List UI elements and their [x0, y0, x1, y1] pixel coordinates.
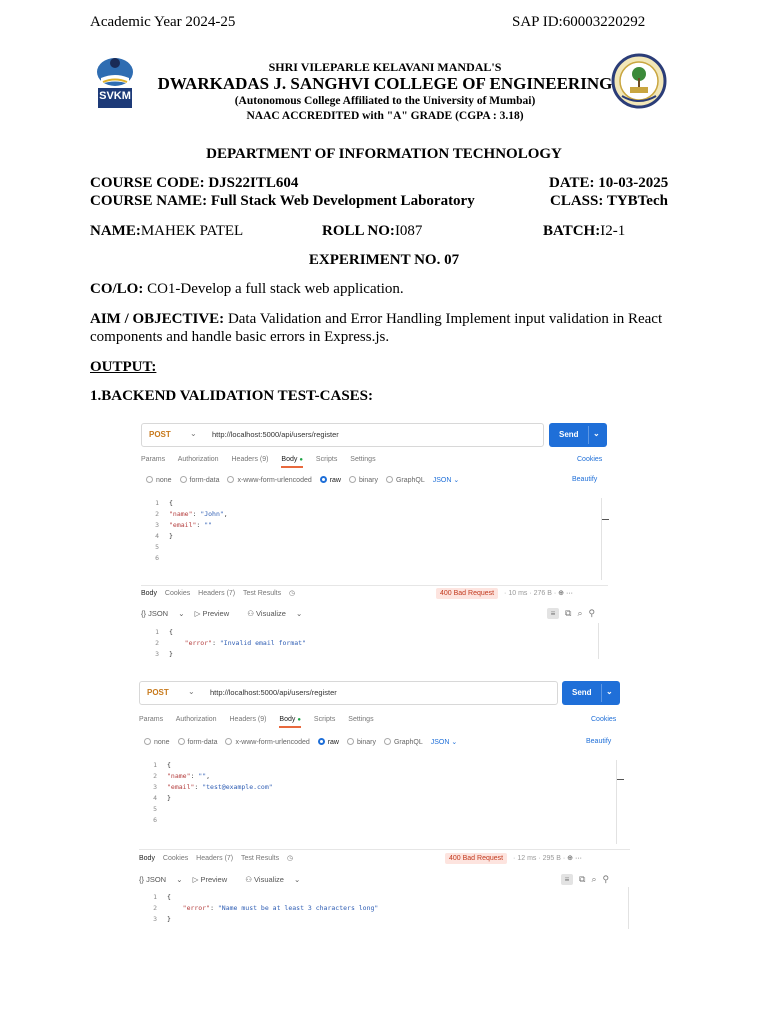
radio-binary[interactable]: binary — [349, 477, 378, 484]
aim-label: AIM / OBJECTIVE: — [90, 311, 225, 327]
institution-affiliation: (Autonomous College Affiliated to the University of Mumbai) — [234, 95, 536, 107]
co-lo — [90, 280, 404, 298]
url-input[interactable]: http://localhost:5000/api/users/register — [212, 430, 339, 439]
body-mode-radios — [146, 476, 465, 484]
radio-none[interactable]: none — [146, 477, 172, 484]
response-actions — [555, 874, 609, 885]
search-icon[interactable]: ⌕ — [577, 608, 583, 618]
colo-label: CO/LO: — [90, 281, 144, 297]
course-code: COURSE CODE: DJS22ITL604 — [90, 175, 299, 191]
response-status: 400 Bad Request · 10 ms · 276 B · ⊕ ··· — [436, 589, 573, 597]
tab-response-headers[interactable]: Headers (7) — [198, 590, 236, 597]
radio-raw[interactable]: raw — [318, 739, 339, 746]
history-icon[interactable]: ◷ — [289, 590, 296, 597]
send-label: Send — [559, 430, 579, 439]
status-badge: 400 Bad Request — [445, 853, 507, 864]
more-icon[interactable]: ··· — [575, 855, 582, 862]
method-select[interactable]: POST — [149, 430, 171, 439]
request-body-editor[interactable]: 1 { 2 "name": "John", 3 "email": "" 4 } 5 6 — [155, 499, 228, 562]
chevron-down-icon[interactable]: ⌄ — [190, 429, 197, 438]
copy-icon[interactable]: ⧉ — [565, 608, 572, 618]
response-tabs — [141, 589, 301, 597]
tab-settings[interactable]: Settings — [350, 456, 376, 463]
colo-text: CO1-Develop a full stack web application. — [143, 281, 404, 297]
tab-scripts[interactable]: Scripts — [313, 716, 336, 723]
wrap-lines-icon[interactable]: ≡ — [547, 608, 559, 619]
wrap-lines-icon[interactable]: ≡ — [561, 874, 573, 885]
editor-scroll-marker — [617, 779, 624, 780]
tab-response-cookies[interactable]: Cookies — [164, 590, 191, 597]
method-select[interactable]: POST — [147, 688, 169, 697]
response-body: 1 { 2 "error": "Invalid email format" 3 } — [155, 628, 306, 658]
link-icon[interactable]: ⚲ — [588, 608, 596, 618]
radio-graphql[interactable]: GraphQL — [384, 739, 423, 746]
preview-button[interactable]: ▷ Preview — [192, 875, 228, 884]
student-name — [90, 222, 243, 240]
visualize-button[interactable]: ⚇ Visualize ⌄ — [245, 875, 301, 884]
search-icon[interactable]: ⌕ — [591, 874, 597, 884]
tab-params[interactable]: Params — [141, 456, 166, 463]
radio-raw[interactable]: raw — [320, 477, 341, 484]
visualize-button[interactable]: ⚇ Visualize ⌄ — [247, 609, 303, 618]
date: DATE: 10-03-2025 — [549, 175, 669, 191]
tab-body-label: Body — [279, 716, 296, 723]
postman-panel-2 — [139, 681, 630, 929]
history-icon[interactable]: ◷ — [287, 855, 294, 862]
cookies-link[interactable]: Cookies — [591, 716, 617, 723]
copy-icon[interactable]: ⧉ — [579, 874, 586, 884]
tab-response-headers[interactable]: Headers (7) — [196, 855, 234, 862]
send-button[interactable] — [549, 423, 607, 447]
globe-icon[interactable]: ⊕ — [558, 590, 565, 597]
link-icon[interactable]: ⚲ — [602, 874, 610, 884]
tab-response-body[interactable]: Body — [139, 855, 155, 862]
class: CLASS: TYBTech — [550, 193, 668, 209]
roll-label: ROLL NO: — [322, 223, 395, 239]
chevron-down-icon[interactable]: ⌄ — [593, 429, 600, 438]
svkm-logo — [92, 54, 138, 110]
experiment-title: EXPERIMENT NO. 07 — [308, 252, 460, 268]
body-format-select[interactable]: JSON ⌄ — [430, 739, 458, 746]
send-button[interactable] — [562, 681, 620, 705]
response-format-bar — [139, 875, 308, 884]
send-label: Send — [572, 688, 592, 697]
tab-headers[interactable]: Headers (9) — [229, 716, 267, 723]
section-heading: 1.BACKEND VALIDATION TEST-CASES: — [90, 388, 374, 404]
response-status: 400 Bad Request · 12 ms · 295 B · ⊕ ··· — [445, 854, 582, 862]
editor-scroll-marker — [602, 519, 609, 520]
postman-panel-1 — [141, 423, 608, 659]
beautify-link[interactable]: Beautify — [572, 476, 598, 483]
chevron-down-icon[interactable]: ⌄ — [606, 687, 613, 696]
status-badge: 400 Bad Request — [436, 588, 498, 599]
batch-label: BATCH: — [543, 223, 601, 239]
response-format-bar — [141, 609, 310, 618]
response-format-select[interactable]: {} JSON ⌄ — [141, 609, 185, 618]
response-time: 12 ms — [517, 855, 537, 862]
dot-icon: ● — [297, 717, 301, 723]
url-input[interactable]: http://localhost:5000/api/users/register — [210, 688, 337, 697]
tab-response-cookies[interactable]: Cookies — [162, 855, 189, 862]
beautify-link[interactable]: Beautify — [586, 738, 612, 745]
globe-icon[interactable]: ⊕ — [567, 855, 574, 862]
roll-number — [322, 222, 422, 240]
tab-response-body[interactable]: Body — [141, 590, 157, 597]
name-value: MAHEK PATEL — [140, 223, 244, 239]
tab-test-results[interactable]: Test Results — [240, 855, 280, 862]
tab-body[interactable] — [279, 716, 301, 728]
response-tabs — [139, 854, 299, 862]
response-size: 276 B — [533, 590, 552, 597]
tab-authorization[interactable]: Authorization — [177, 456, 219, 463]
preview-button[interactable]: ▷ Preview — [194, 609, 230, 618]
batch-value: I2-1 — [600, 223, 626, 239]
tab-test-results[interactable]: Test Results — [242, 590, 282, 597]
radio-urlencoded[interactable]: x-www-form-urlencoded — [227, 477, 311, 484]
response-actions — [541, 608, 595, 619]
dot-icon: ● — [299, 457, 303, 463]
request-tabs — [139, 716, 385, 723]
radio-form-data[interactable]: form-data — [180, 477, 220, 484]
response-size: 295 B — [542, 855, 561, 862]
svkm-logo-text: SVKM — [99, 90, 131, 102]
tab-params[interactable]: Params — [139, 716, 164, 723]
response-body: 1 { 2 "error": "Name must be at least 3 characters long" 3 } — [153, 893, 379, 923]
tab-authorization[interactable]: Authorization — [175, 716, 217, 723]
cookies-link[interactable]: Cookies — [577, 456, 603, 463]
body-mode-radios — [144, 738, 463, 746]
output-heading: OUTPUT: — [90, 359, 157, 375]
sap-id: SAP ID:60003220292 — [512, 14, 646, 30]
response-time: 10 ms — [508, 590, 528, 597]
tab-settings[interactable]: Settings — [348, 716, 374, 723]
response-format-select[interactable]: {} JSON ⌄ — [139, 875, 183, 884]
academic-year: Academic Year 2024-25 — [90, 14, 236, 30]
institution-name: DWARKADAS J. SANGHVI COLLEGE OF ENGINEERING — [157, 74, 613, 93]
url-bar[interactable] — [139, 681, 558, 705]
tab-headers[interactable]: Headers (9) — [231, 456, 269, 463]
radio-binary[interactable]: binary — [347, 739, 376, 746]
batch — [543, 222, 625, 240]
radio-urlencoded[interactable]: x-www-form-urlencoded — [225, 739, 309, 746]
department-title: DEPARTMENT OF INFORMATION TECHNOLOGY — [206, 146, 562, 162]
aim-text-2: components and handle basic errors in Express.js. — [90, 329, 390, 345]
institution-header — [150, 60, 620, 124]
radio-none[interactable]: none — [144, 739, 170, 746]
aim-objective — [90, 310, 690, 346]
tab-body-label: Body — [281, 456, 298, 463]
course-name: COURSE NAME: Full Stack Web Development Laboratory — [90, 193, 475, 209]
body-format-select[interactable]: JSON ⌄ — [432, 477, 460, 484]
chevron-down-icon[interactable]: ⌄ — [188, 687, 195, 696]
request-tabs — [141, 456, 387, 463]
url-bar[interactable] — [141, 423, 544, 447]
tab-body[interactable] — [281, 456, 303, 468]
more-icon[interactable]: ··· — [566, 590, 573, 597]
radio-form-data[interactable]: form-data — [178, 739, 218, 746]
name-label: NAME: — [90, 223, 141, 239]
institution-accreditation: NAAC ACCREDITED with "A" GRADE (CGPA : 3.18) — [246, 110, 524, 122]
aim-text-1: Data Validation and Error Handling Implement input validation in React — [224, 311, 663, 327]
request-body-editor[interactable]: 1 { 2 "name": "", 3 "email": "test@example.com" 4 } 5 6 — [153, 761, 273, 824]
college-emblem — [610, 52, 668, 110]
roll-value: I087 — [394, 223, 423, 239]
radio-graphql[interactable]: GraphQL — [386, 477, 425, 484]
institution-trust: SHRI VILEPARLE KELAVANI MANDAL'S — [268, 60, 502, 74]
tab-scripts[interactable]: Scripts — [315, 456, 338, 463]
